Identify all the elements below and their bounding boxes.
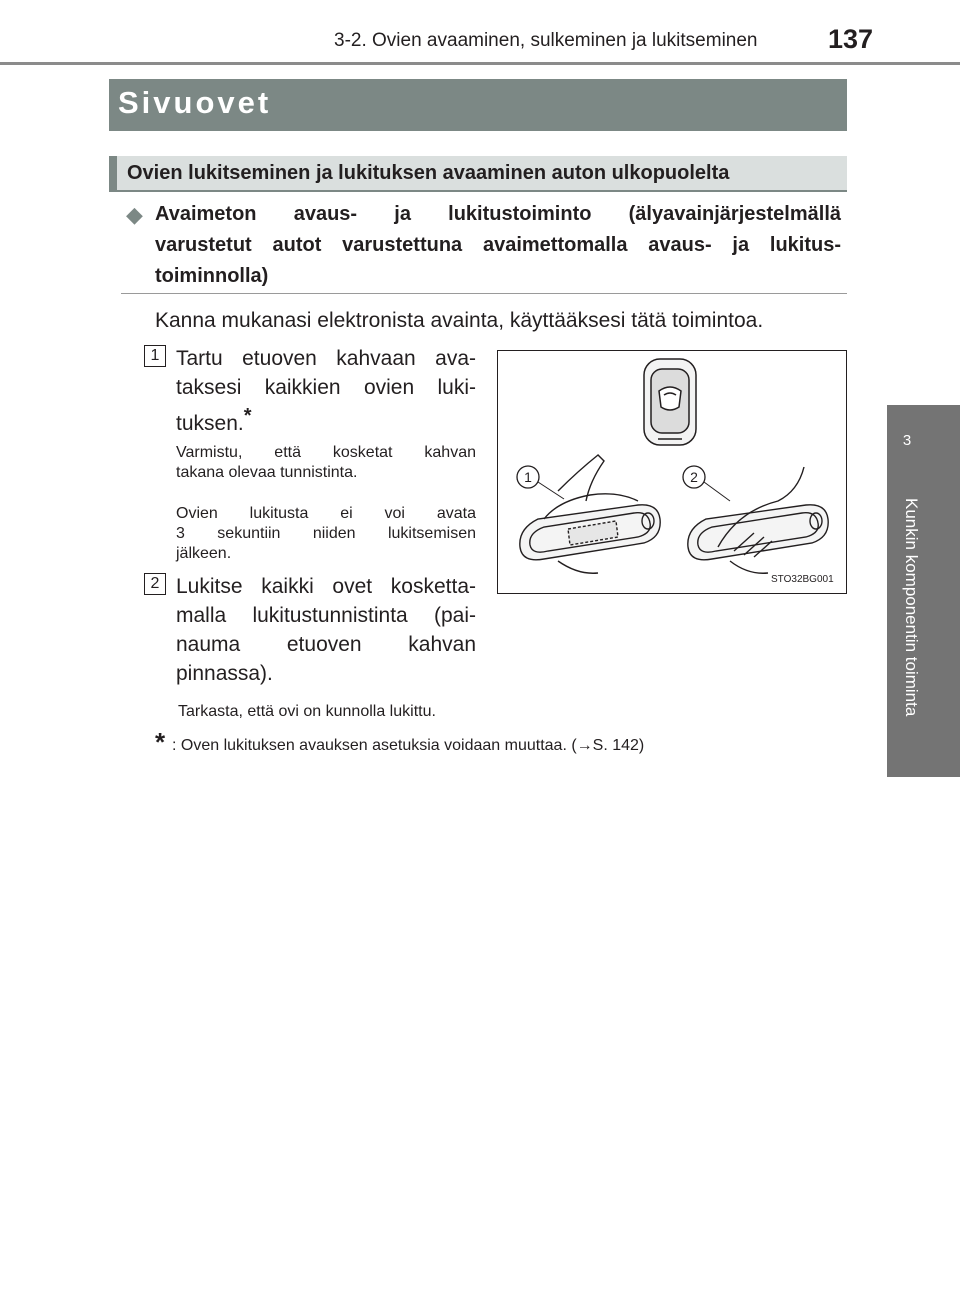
footnote-text: : Oven lukituksen avauksen asetuksia voidaan muuttaa. (→S. 142) — [172, 737, 645, 754]
callout-1-label: 1 — [524, 469, 532, 485]
step-1-line: taksesi kaikkien ovien luki- — [176, 376, 476, 399]
running-header: 3-2. Ovien avaaminen, sulkeminen ja lukitseminen — [334, 30, 758, 51]
check-note: Tarkasta, että ovi on kunnolla lukittu. — [178, 703, 436, 720]
callout-2-label: 2 — [690, 469, 698, 485]
figure-code: STO32BG001 — [771, 574, 834, 585]
banner-title: Sivuovet — [118, 85, 272, 120]
step-1 — [176, 344, 476, 438]
note-line: jälkeen. — [176, 545, 232, 562]
smart-key-icon — [644, 359, 696, 445]
note-line: Ovien lukitusta ei voi avata — [176, 505, 476, 522]
callout-1-leader — [538, 482, 564, 499]
feature-rule — [121, 293, 847, 294]
note-line: 3 sekuntiin niiden lukitsemisen — [176, 525, 476, 542]
page-number: 137 — [828, 24, 874, 54]
header-rule — [0, 62, 960, 65]
callout-2-icon — [683, 466, 705, 488]
step-1-line: Tartu etuoven kahvaan ava- — [176, 347, 476, 370]
subsection-rule — [109, 190, 847, 192]
diamond-bullet-icon: ◆ — [126, 202, 143, 227]
footnote-asterisk: * — [155, 727, 166, 757]
step-2 — [176, 572, 476, 688]
callout-1-icon — [517, 466, 539, 488]
note-line: takana olevaa tunnistinta. — [176, 464, 358, 481]
step-number-2: 2 — [144, 573, 166, 595]
step-1-line-last — [176, 402, 476, 438]
feature-title-line: varustetut autot varustettuna avaimettomalla avaus- ja lukitus- — [155, 234, 841, 256]
chapter-title: Kunkin komponentin toiminta — [902, 498, 921, 717]
step-2-line-last: pinnassa). — [176, 662, 273, 685]
chapter-number: 3 — [902, 432, 912, 449]
door-handle-1-icon — [520, 455, 660, 573]
step-1-text: tuksen. — [176, 412, 244, 435]
step-1-note-2 — [176, 504, 476, 564]
asterisk-marker: * — [243, 405, 252, 427]
door-handle-2-icon — [688, 467, 828, 573]
callout-2-leader — [704, 482, 730, 501]
note-line: Varmistu, että kosketat kahvan — [176, 444, 476, 461]
step-number-1: 1 — [144, 345, 166, 367]
door-handle-illustration — [497, 350, 847, 594]
step-2-line: malla lukitustunnistinta (pai- — [176, 604, 476, 627]
step-1-note-1 — [176, 443, 476, 483]
feature-title — [155, 199, 841, 261]
feature-title-line: Avaimeton avaus- ja lukitustoiminto (älyavainjärjestelmällä — [155, 203, 841, 225]
subsection-title: Ovien lukitseminen ja lukituksen avaaminen auton ulkopuolelta — [127, 162, 730, 184]
step-2-line: nauma etuoven kahvan — [176, 633, 476, 656]
illustration-svg — [498, 351, 845, 592]
step-2-line: Lukitse kaikki ovet kosketta- — [176, 575, 476, 598]
feature-title-line: toiminnolla) — [155, 265, 269, 287]
intro-text: Kanna mukanasi elektronista avainta, käyttääksesi tätä toimintoa. — [155, 309, 764, 332]
